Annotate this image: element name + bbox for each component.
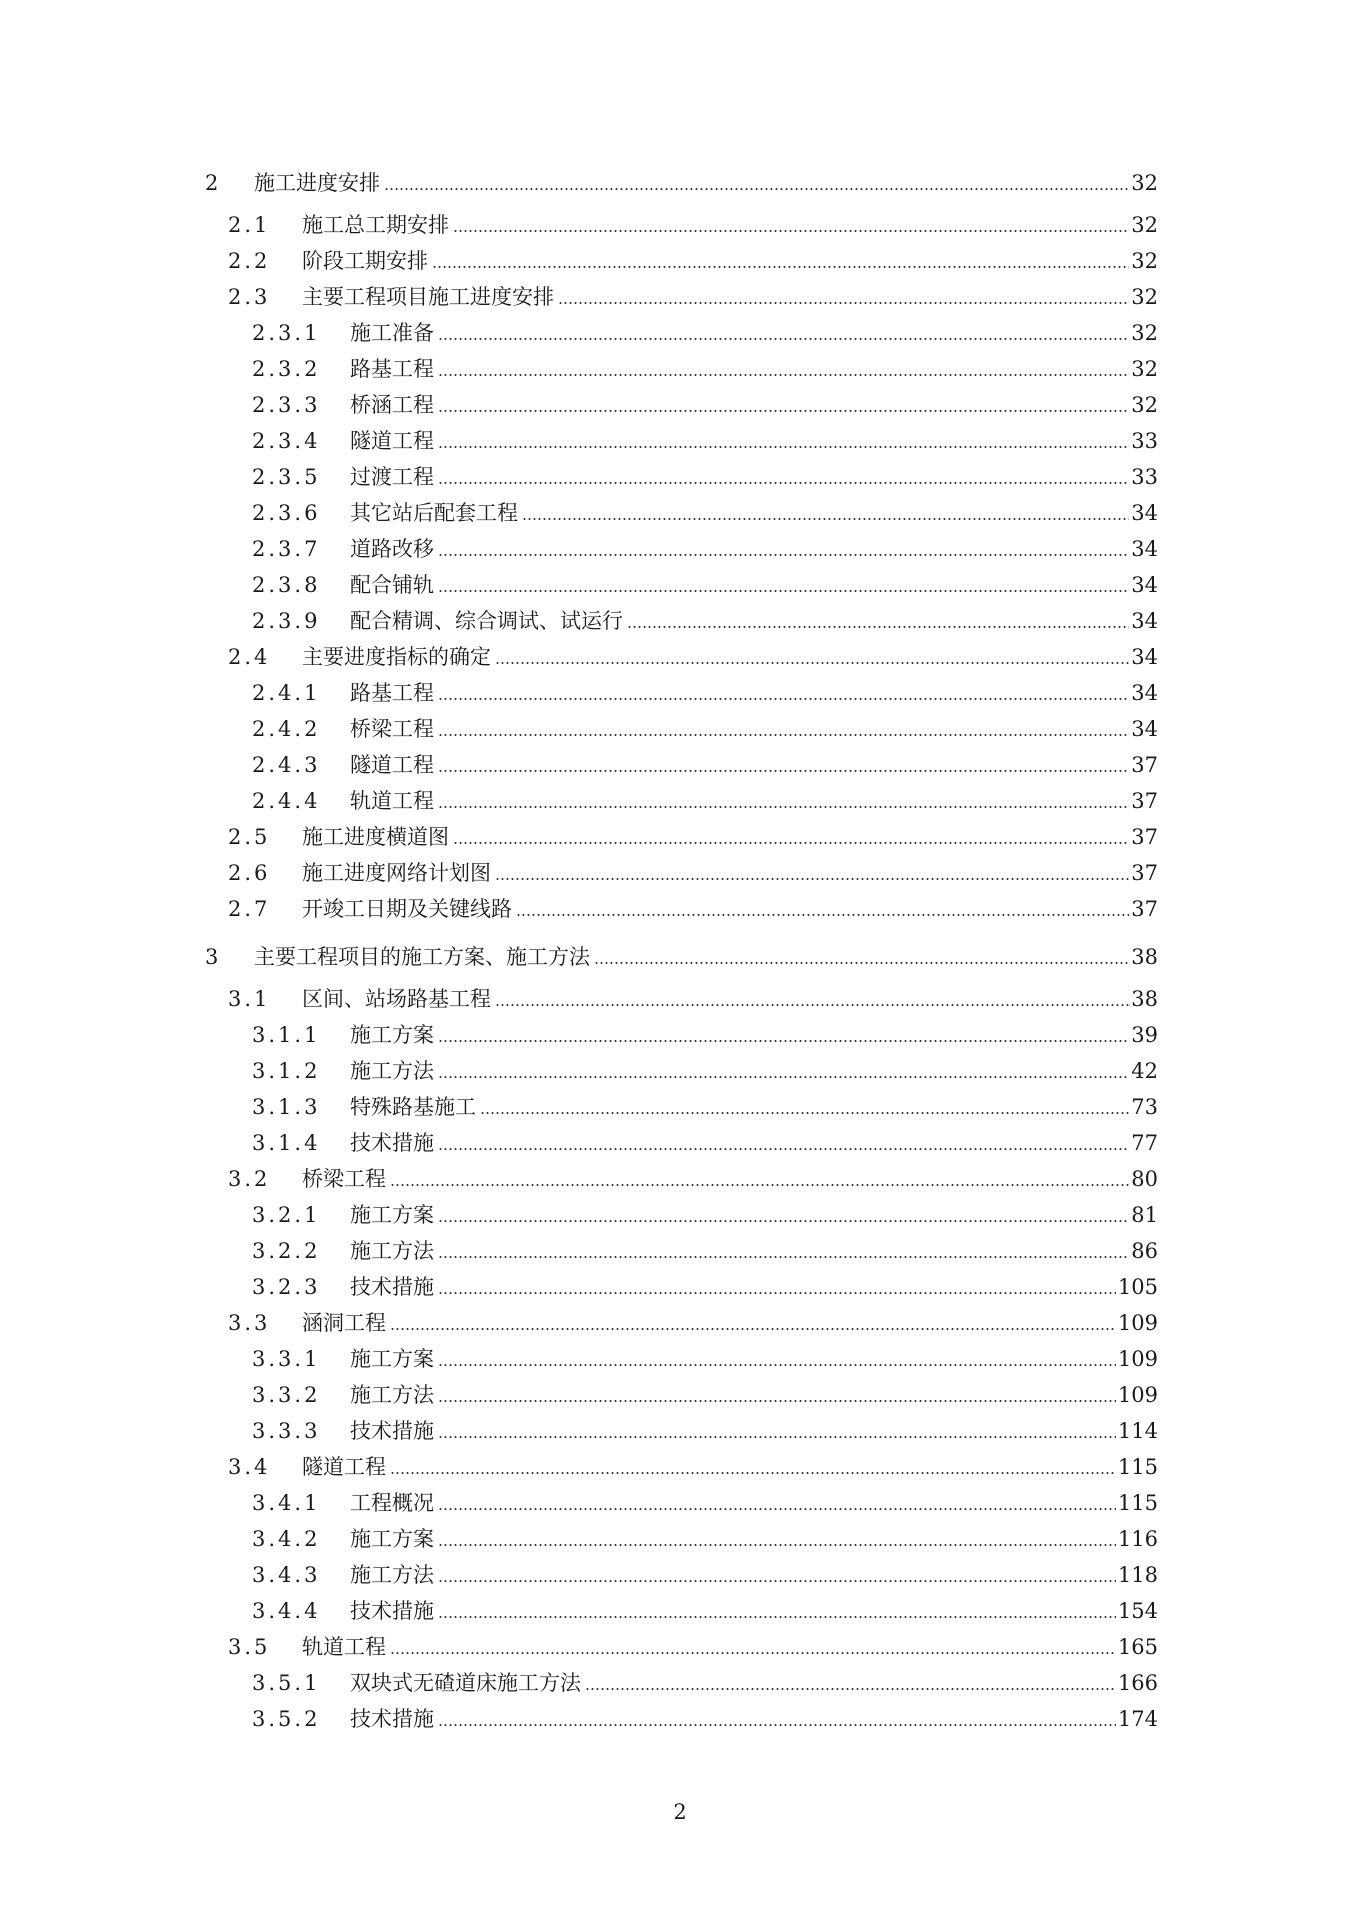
toc-entry-page: 73 [1131,1095,1158,1119]
toc-entry[interactable] [0,423,1360,459]
toc-entry[interactable] [0,747,1360,783]
toc-entry-title: 技术措施 [350,1593,438,1629]
toc-entry-number: 2 [205,171,222,195]
toc-entry-number: 3.5.2 [252,1707,321,1731]
dot-leader [390,1184,1129,1186]
toc-entry-title: 涵洞工程 [302,1305,390,1341]
toc-entry-page: 115 [1117,1455,1158,1479]
toc-entry-title: 主要工程项目的施工方案、施工方法 [254,939,594,975]
toc-entry-title: 阶段工期安排 [302,243,432,279]
dot-leader [438,1616,1116,1618]
toc-entry-page: 34 [1131,501,1158,525]
dot-leader [438,1364,1116,1366]
toc-entry-page: 109 [1117,1347,1158,1371]
toc-entry[interactable] [0,855,1360,891]
toc-entry-title: 隧道工程 [302,1449,390,1485]
toc-entry-title: 施工方法 [350,1557,438,1593]
toc-entry-number: 3.5 [228,1635,271,1659]
toc-entry[interactable] [0,531,1360,567]
toc-entry[interactable] [0,711,1360,747]
toc-entry-number: 3.1.2 [252,1059,321,1083]
toc-entry-number: 3.4.1 [252,1491,321,1515]
toc-entry-title: 其它站后配套工程 [350,495,522,531]
toc-entry-title: 施工方案 [350,1341,438,1377]
toc-entry-number: 2.1 [228,213,271,237]
toc-entry-number: 2.3 [228,285,271,309]
dot-leader [438,1580,1116,1582]
toc-entry-number: 3.4.4 [252,1599,321,1623]
toc-entry[interactable] [0,1413,1360,1449]
toc-entry[interactable] [0,603,1360,639]
dot-leader [438,1040,1129,1042]
toc-entry-title: 技术措施 [350,1701,438,1737]
toc-entry[interactable] [0,1521,1360,1557]
toc-entry[interactable] [0,1089,1360,1125]
dot-leader [495,662,1129,664]
toc-entry[interactable] [0,1197,1360,1233]
toc-entry-page: 33 [1131,429,1158,453]
toc-entry[interactable] [0,243,1360,279]
toc-entry-page: 174 [1117,1707,1158,1731]
toc-entry-page: 37 [1131,861,1158,885]
toc-entry-number: 3 [205,945,222,969]
toc-entry-page: 42 [1131,1059,1158,1083]
toc-entry-title: 工程概况 [350,1485,438,1521]
toc-entry-number: 2.3.6 [252,501,321,525]
toc-entry-page: 154 [1117,1599,1158,1623]
toc-entry-number: 3.4.2 [252,1527,321,1551]
toc-entry[interactable] [0,1233,1360,1269]
toc-entry-page: 109 [1117,1311,1158,1335]
dot-leader [522,518,1129,520]
toc-entry[interactable] [0,1125,1360,1161]
toc-entry-page: 118 [1117,1563,1158,1587]
dot-leader [390,1328,1116,1330]
toc-entry-title: 特殊路基施工 [350,1089,480,1125]
toc-entry[interactable] [0,891,1360,927]
toc-entry-number: 3.2 [228,1167,271,1191]
toc-entry-number: 2.3.3 [252,393,321,417]
dot-leader [438,482,1129,484]
toc-entry-number: 3.1.3 [252,1095,321,1119]
toc-entry[interactable] [0,1161,1360,1197]
toc-entry[interactable] [0,1665,1360,1701]
toc-entry[interactable] [0,675,1360,711]
dot-leader [438,446,1129,448]
dot-leader [438,338,1129,340]
toc-entry-page: 81 [1131,1203,1158,1227]
dot-leader [432,266,1129,268]
toc-entry-page: 34 [1131,537,1158,561]
toc-entry-number: 2.4.1 [252,681,321,705]
page-number: 2 [673,1800,687,1824]
toc-entry-number: 3.3.1 [252,1347,321,1371]
dot-leader [438,770,1129,772]
dot-leader [390,1652,1116,1654]
toc-entry-number: 2.3.9 [252,609,321,633]
toc-entry-page: 32 [1131,213,1158,237]
toc-entry-title: 技术措施 [350,1413,438,1449]
toc-entry-page: 77 [1131,1131,1158,1155]
toc-entry-number: 3.2.3 [252,1275,321,1299]
dot-leader [438,1544,1116,1546]
dot-leader [438,1076,1129,1078]
toc-entry-page: 109 [1117,1383,1158,1407]
toc-entry-page: 34 [1131,717,1158,741]
toc-entry-title: 过渡工程 [350,459,438,495]
dot-leader [438,698,1129,700]
dot-leader [438,1508,1116,1510]
toc-entry-number: 3.1.4 [252,1131,321,1155]
toc-entry-number: 2.4.4 [252,789,321,813]
toc-entry-title: 桥梁工程 [302,1161,390,1197]
toc-entry-title: 开竣工日期及关键线路 [302,891,516,927]
toc-entry-page: 38 [1131,987,1158,1011]
toc-entry-title: 施工方法 [350,1233,438,1269]
toc-entry-title: 主要工程项目施工进度安排 [302,279,558,315]
toc-entry-number: 3.2.1 [252,1203,321,1227]
dot-leader [438,806,1129,808]
toc-entry-number: 3.3 [228,1311,271,1335]
toc-entry-number: 3.5.1 [252,1671,321,1695]
toc-entry-title: 道路改移 [350,531,438,567]
toc-entry[interactable] [0,783,1360,819]
toc-entry-page: 34 [1131,609,1158,633]
toc-entry-title: 施工进度网络计划图 [302,855,495,891]
dot-leader [384,188,1129,190]
dot-leader [438,374,1129,376]
toc-entry-title: 施工进度横道图 [302,819,453,855]
toc-entry-page: 86 [1131,1239,1158,1263]
toc-entry-number: 3.1 [228,987,271,1011]
toc-entry[interactable] [0,1269,1360,1305]
toc-entry[interactable] [0,939,1360,975]
toc-entry-page: 115 [1117,1491,1158,1515]
toc-entry-page: 116 [1117,1527,1158,1551]
toc-entry-number: 2.4.2 [252,717,321,741]
toc-entry[interactable] [0,165,1360,201]
toc-entry-title: 区间、站场路基工程 [302,981,495,1017]
toc-entry-page: 32 [1131,357,1158,381]
toc-entry-title: 施工准备 [350,315,438,351]
toc-entry[interactable] [0,459,1360,495]
toc-entry-page: 80 [1131,1167,1158,1191]
toc-entry[interactable] [0,1449,1360,1485]
dot-leader [438,554,1129,556]
dot-leader [438,410,1129,412]
toc-entry-number: 2.6 [228,861,271,885]
toc-entry-title: 施工进度安排 [254,165,384,201]
toc-entry-title: 主要进度指标的确定 [302,639,495,675]
toc-entry-page: 34 [1131,573,1158,597]
toc-entry[interactable] [0,1017,1360,1053]
toc-entry-page: 32 [1131,249,1158,273]
toc-entry-page: 32 [1131,285,1158,309]
dot-leader [627,626,1129,628]
toc-entry-page: 37 [1131,897,1158,921]
toc-entry-title: 路基工程 [350,351,438,387]
toc-entry-title: 施工方案 [350,1521,438,1557]
toc-entry-number: 3.4.3 [252,1563,321,1587]
dot-leader [585,1688,1116,1690]
toc-entry-title: 桥涵工程 [350,387,438,423]
toc-entry-page: 37 [1131,753,1158,777]
toc-entry-number: 2.3.5 [252,465,321,489]
toc-entry-number: 2.3.2 [252,357,321,381]
dot-leader [438,734,1129,736]
toc-entry[interactable] [0,207,1360,243]
toc-entry-number: 3.4 [228,1455,271,1479]
toc-entry-number: 3.3.3 [252,1419,321,1443]
toc-entry[interactable] [0,567,1360,603]
toc-entry-number: 2.3.7 [252,537,321,561]
toc-entry-page: 32 [1131,393,1158,417]
toc-entry-title: 施工方法 [350,1053,438,1089]
toc-entry-title: 路基工程 [350,675,438,711]
toc-entry-title: 配合精调、综合调试、试运行 [350,603,627,639]
toc-entry-page: 114 [1117,1419,1158,1443]
toc-entry-page: 32 [1131,321,1158,345]
toc-entry[interactable] [0,351,1360,387]
dot-leader [438,1436,1116,1438]
toc-entry-title: 轨道工程 [302,1629,390,1665]
toc-entry-page: 165 [1117,1635,1158,1659]
toc-entry-page: 166 [1117,1671,1158,1695]
toc-entry[interactable] [0,315,1360,351]
toc-entry-page: 34 [1131,681,1158,705]
toc-entry-number: 3.1.1 [252,1023,321,1047]
dot-leader [438,1292,1116,1294]
toc-entry-number: 2.4 [228,645,271,669]
toc-entry[interactable] [0,819,1360,855]
toc-entry-page: 34 [1131,645,1158,669]
dot-leader [516,914,1129,916]
dot-leader [480,1112,1129,1114]
toc-entry-number: 3.2.2 [252,1239,321,1263]
toc-entry-page: 105 [1117,1275,1158,1299]
toc-entry[interactable] [0,1053,1360,1089]
toc-entry[interactable] [0,279,1360,315]
toc-entry-page: 37 [1131,825,1158,849]
dot-leader [453,842,1129,844]
toc-entry-title: 施工方法 [350,1377,438,1413]
toc-entry-number: 2.2 [228,249,271,273]
toc-entry-title: 双块式无碴道床施工方法 [350,1665,585,1701]
toc-entry-title: 技术措施 [350,1125,438,1161]
toc-entry-page: 33 [1131,465,1158,489]
toc-entry[interactable] [0,1377,1360,1413]
toc-entry-number: 3.3.2 [252,1383,321,1407]
toc-entry-number: 2.3.8 [252,573,321,597]
toc-entry[interactable] [0,1557,1360,1593]
toc-entry-title: 轨道工程 [350,783,438,819]
dot-leader [495,878,1129,880]
toc-entry-page: 38 [1131,945,1158,969]
toc-entry-number: 2.3.1 [252,321,321,345]
toc-entry[interactable] [0,495,1360,531]
toc-entry-title: 施工方案 [350,1197,438,1233]
toc-entry[interactable] [0,639,1360,675]
dot-leader [453,230,1129,232]
toc-entry[interactable] [0,1593,1360,1629]
dot-leader [390,1472,1116,1474]
toc-entry-title: 隧道工程 [350,423,438,459]
toc-entry[interactable] [0,1341,1360,1377]
dot-leader [438,590,1129,592]
toc-entry-title: 技术措施 [350,1269,438,1305]
toc-entry[interactable] [0,1701,1360,1737]
dot-leader [438,1724,1116,1726]
toc-entry-number: 2.7 [228,897,271,921]
dot-leader [594,962,1129,964]
dot-leader [558,302,1129,304]
dot-leader [438,1220,1129,1222]
toc-entry[interactable] [0,1485,1360,1521]
dot-leader [438,1256,1129,1258]
toc-entry[interactable] [0,981,1360,1017]
dot-leader [438,1148,1129,1150]
toc-entry-page: 39 [1131,1023,1158,1047]
toc-entry-page: 32 [1131,171,1158,195]
dot-leader [495,1004,1129,1006]
toc-entry-number: 2.3.4 [252,429,321,453]
toc-entry[interactable] [0,387,1360,423]
toc-entry-page: 37 [1131,789,1158,813]
toc-entry-title: 施工方案 [350,1017,438,1053]
toc-entry[interactable] [0,1305,1360,1341]
toc-entry[interactable] [0,1629,1360,1665]
dot-leader [438,1400,1116,1402]
toc-entry-number: 2.5 [228,825,271,849]
toc-entry-title: 施工总工期安排 [302,207,453,243]
toc-entry-title: 桥梁工程 [350,711,438,747]
toc-entry-title: 配合铺轨 [350,567,438,603]
toc-entry-number: 2.4.3 [252,753,321,777]
toc-entry-title: 隧道工程 [350,747,438,783]
